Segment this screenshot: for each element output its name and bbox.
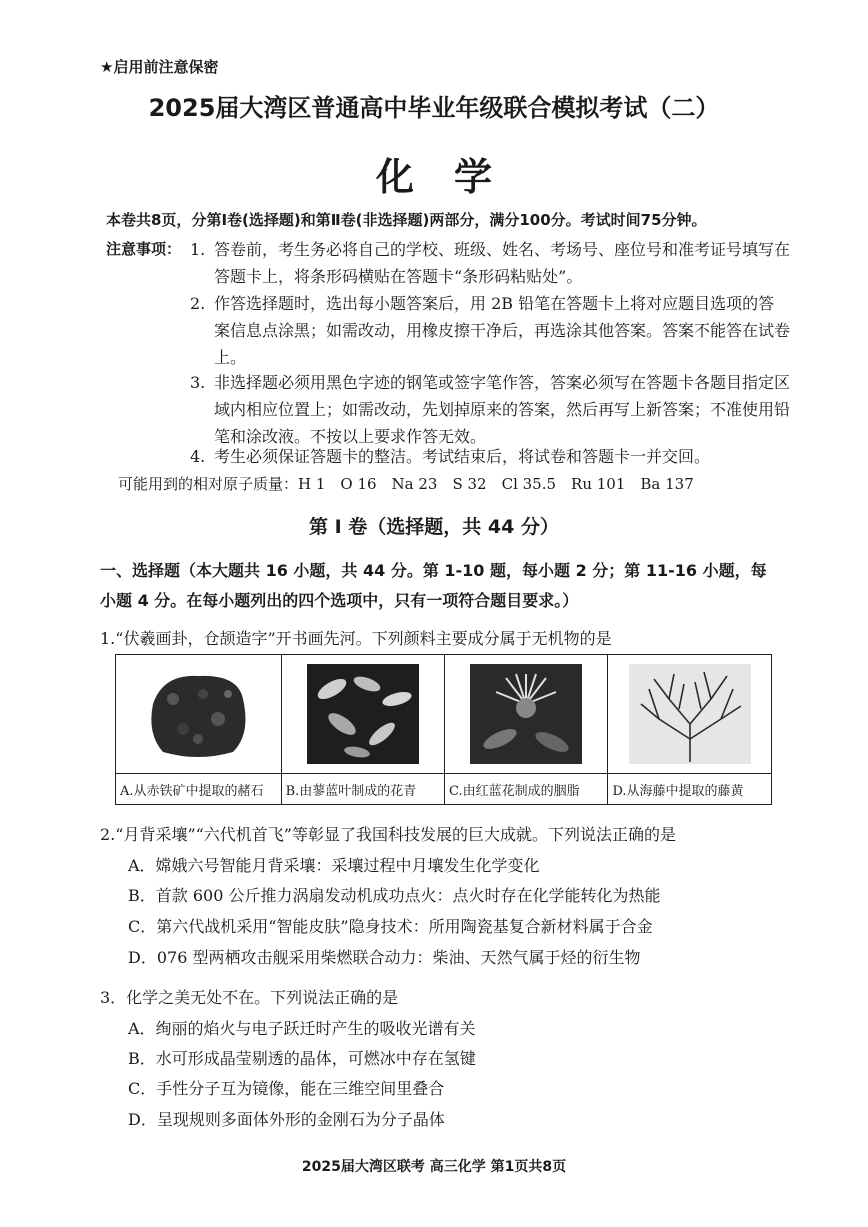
note-text: 答卷前，考生务必将自己的学校、班级、姓名、考场号、座位号和准考证号填写在答题卡上，将条形码横贴在答题卡“条形码粘贴处”。 [214,240,791,286]
note-number: 3. [190,373,206,392]
question-2-option-b: B．首款 600 公斤推力涡扇发动机成功点火：点火时存在化学能转化为热能 [128,886,661,905]
note-item [190,369,790,450]
note-text: 考生必须保证答题卡的整洁。考试结束后，将试卷和答题卡一并交回。 [214,447,711,466]
question-3-option-a: A．绚丽的焰火与电子跃迁时产生的吸收光谱有关 [128,1019,476,1038]
question-2-stem: 2.“月背采壤”“六代机首飞”等彰显了我国科技发展的巨大成就。下列说法正确的是 [100,825,676,844]
indigo-leaves-photo-icon [307,664,419,764]
section-title: 第 Ⅰ 卷（选择题，共 44 分） [309,516,559,538]
exam-title: 2025届大湾区普通高中毕业年级联合模拟考试（二） [148,94,720,122]
note-number: 4. [190,447,206,466]
question-2-option-d: D．076 型两栖攻击舰采用柴燃联合动力：柴油、天然气属于烃的衍生物 [128,948,641,967]
subject-title: 化学 [375,155,532,199]
atomic-masses: 可能用到的相对原子质量：H 1 O 16 Na 23 S 32 Cl 35.5 Ru 101 Ba 137 [118,475,694,493]
confidential-notice: ★启用前注意保密 [100,58,219,76]
option-a-image [116,655,282,774]
option-b-label: B.由蓼蓝叶制成的花青 [281,774,444,805]
sea-vine-photo-icon [629,664,751,764]
option-c-image [445,655,608,774]
question-1-image-table [115,654,772,805]
section-description: 一、选择题（本大题共 16 小题，共 44 分。第 1-10 题，每小题 2 分；第 11-16 小题，每小题 4 分。在每小题列出的四个选项中，只有一项符合题目要求。） [100,561,767,610]
question-3-option-d: D．呈现规则多面体外形的金刚石为分子晶体 [128,1110,445,1129]
question-2-option-c: C．第六代战机采用“智能皮肤”隐身技术：所用陶瓷基复合新材料属于合金 [128,917,653,936]
option-d-label: D.从海藤中提取的藤黄 [608,774,772,805]
question-3-option-c: C．手性分子互为镜像，能在三维空间里叠合 [128,1079,445,1098]
page-footer: 2025届大湾区联考 高三化学 第1页共8页 [301,1159,567,1175]
option-a-label: A.从赤铁矿中提取的赭石 [116,774,282,805]
option-d-image [608,655,772,774]
exam-intro: 本卷共8页，分第Ⅰ卷(选择题)和第Ⅱ卷(非选择题)两部分，满分100分。考试时间75分钟。 [106,211,707,229]
option-b-image [281,655,444,774]
note-text: 作答选择题时，选出每小题答案后，用 2B 铅笔在答题卡上将对应题目选项的答案信息点涂黑；如需改动，用橡皮擦干净后，再选涂其他答案。答案不能答在试卷上。 [214,294,791,367]
option-c-label: C.由红蓝花制成的胭脂 [445,774,608,805]
notes-label: 注意事项： [106,240,182,258]
question-1-stem: 1.“伏羲画卦，仓颉造字”开书画先河。下列颜料主要成分属于无机物的是 [100,629,612,648]
note-text: 非选择题必须用黑色字迹的钢笔或签字笔作答，答案必须写在答题卡各题目指定区域内相应位置上；如需改动，先划掉原来的答案，然后再写上新答案；不准使用铅笔和涂改液。不按以上要求作答无效。 [214,373,791,446]
question-3-option-b: B．水可形成晶莹剔透的晶体，可燃冰中存在氢键 [128,1049,476,1068]
question-2-option-a: A．嫦娥六号智能月背采壤：采壤过程中月壤发生化学变化 [128,856,540,875]
note-item [190,236,790,290]
note-number: 1. [190,240,206,259]
ochre-rock-photo-icon [143,664,253,764]
note-item [190,290,790,371]
question-3-stem: 3．化学之美无处不在。下列说法正确的是 [100,988,399,1007]
safflower-photo-icon [470,664,582,764]
note-number: 2. [190,294,206,313]
note-item [190,443,790,470]
